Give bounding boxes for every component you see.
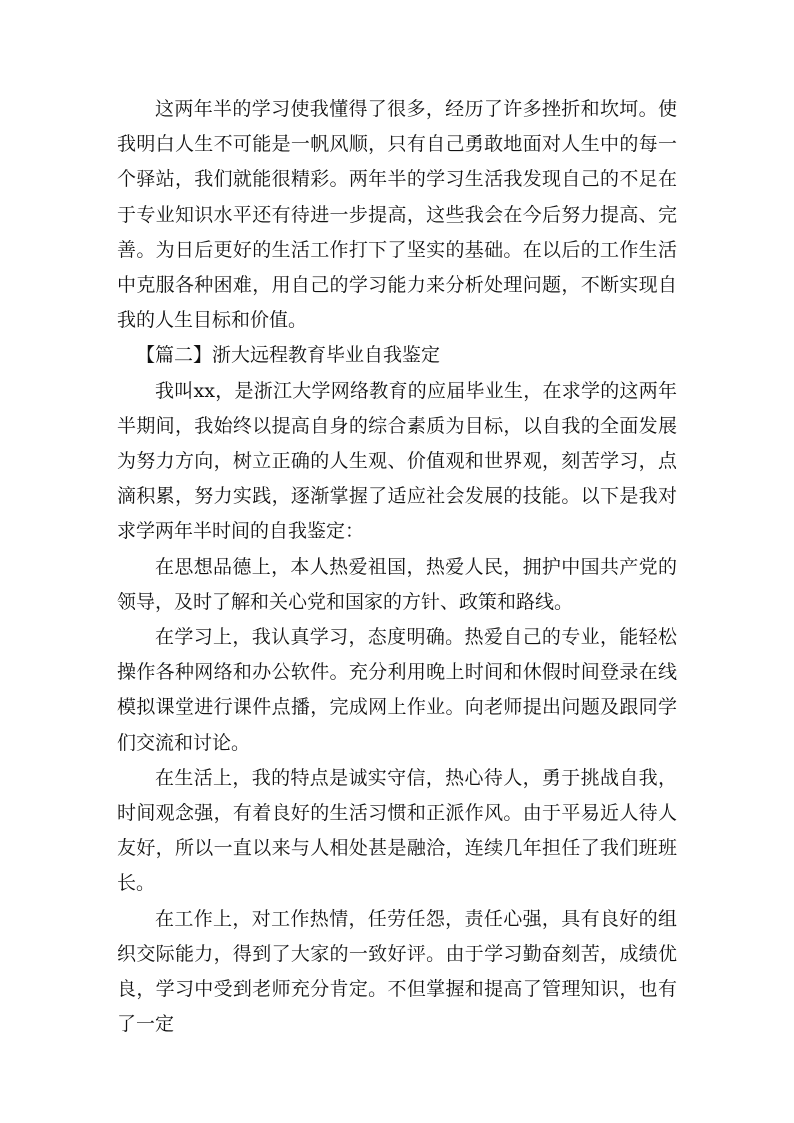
paragraph-morality: 在思想品德上，本人热爱祖国，热爱人民，拥护中国共产党的领导，及时了解和关心党和国家的方针、政策和路线。	[117, 555, 677, 613]
paragraph-intro: 我叫xx，是浙江大学网络教育的应届毕业生，在求学的这两年半期间，我始终以提高自身的综合素质为目标，以自我的全面发展为努力方向，树立正确的人生观、价值观和世界观，刻苦学习，点滴积累，努力实践，逐渐掌握了适应社会发展的技能。以下是我对求学两年半时间的自我鉴定：	[117, 379, 677, 543]
section-heading: 【篇二】浙大远程教育毕业自我鉴定	[136, 344, 441, 367]
document-body	[117, 92, 677, 1042]
paragraph-life: 在生活上，我的特点是诚实守信，热心待人，勇于挑战自我，时间观念强，有着良好的生活习惯和正派作风。由于平易近人待人友好，所以一直以来与人相处甚是融洽，连续几年担任了我们班班长。	[117, 766, 677, 895]
paragraph-summary: 这两年半的学习使我懂得了很多，经历了许多挫折和坎坷。使我明白人生不可能是一帆风顺，只有自己勇敢地面对人生中的每一个驿站，我们就能很精彩。两年半的学习生活我发现自己的不足在于专业知识水平还有待进一步提高，这些我会在今后努力提高、完善。为日后更好的生活工作打下了坚实的基础。在以后的工作生活中克服各种困难，用自己的学习能力来分析处理问题，不断实现自我的人生目标和价值。	[117, 98, 677, 332]
paragraph-study: 在学习上，我认真学习，态度明确。热爱自己的专业，能轻松操作各种网络和办公软件。充分利用晚上时间和休假时间登录在线模拟课堂进行课件点播，完成网上作业。向老师提出问题及跟同学们交流和讨论。	[117, 626, 677, 754]
paragraph-work: 在工作上，对工作热情，任劳任怨，责任心强，具有良好的组织交际能力，得到了大家的一致好评。由于学习勤奋刻苦，成绩优良，学习中受到老师充分肯定。不但掌握和提高了管理知识，也有了一定	[117, 907, 677, 1036]
